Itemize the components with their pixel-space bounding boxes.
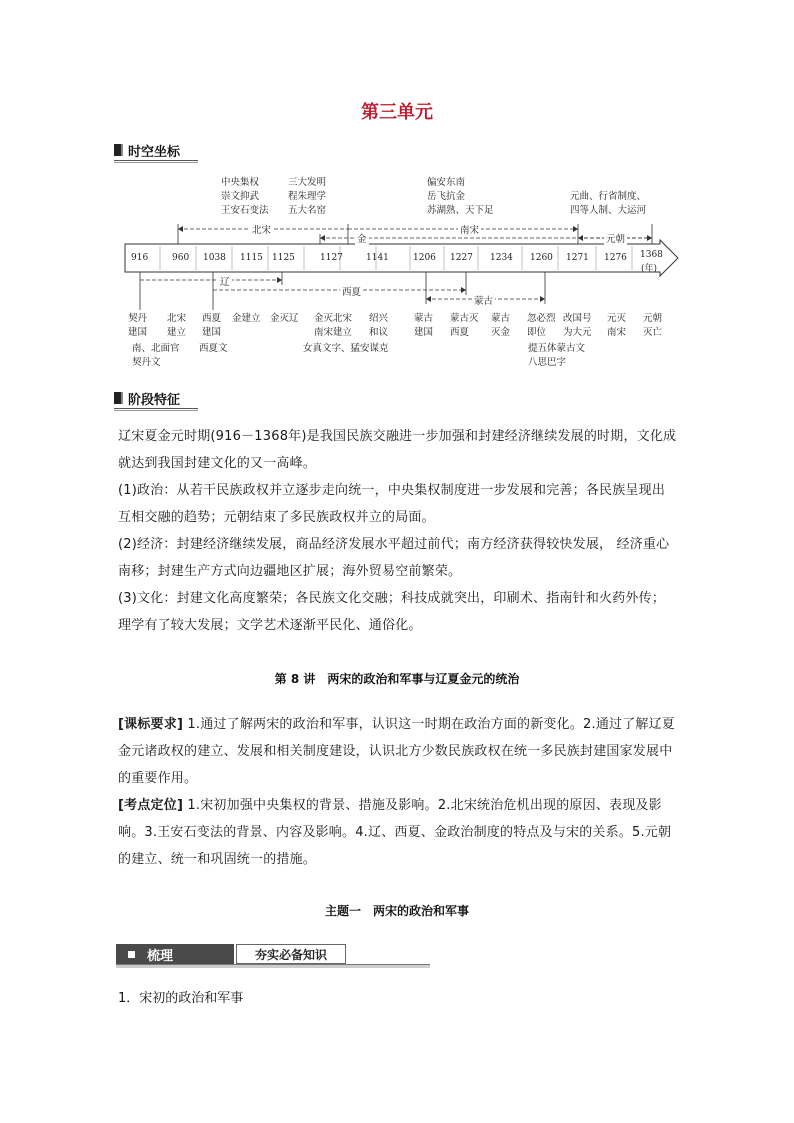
event-hubilie: 忽必烈 即位	[527, 313, 556, 338]
year-label: 1271	[566, 253, 589, 263]
year-label: 1127	[320, 253, 343, 263]
note-jin-culture: 女真文字、猛安谋克	[303, 343, 389, 354]
requirements-label: [课标要求]	[118, 717, 184, 732]
note-xixia-culture: 西夏文	[199, 343, 228, 354]
event-yuan-nansong: 元灭 南宋	[607, 313, 627, 338]
timeline-note-north-song: 中央集权 崇文抑武 王安石变法	[221, 177, 269, 216]
unit-title: 第三单元	[361, 102, 433, 123]
square-icon	[128, 951, 135, 958]
year-label: 1276	[604, 253, 627, 263]
event-jin-mie-beisong: 金灭北宋 南宋建立	[314, 313, 353, 338]
event-shaoxing: 绍兴 和议	[369, 313, 389, 338]
exam-points-label: [考点定位]	[118, 798, 184, 813]
section-label: 时空坐标	[128, 144, 181, 160]
features-intro: 辽宋夏金元时期(916－1368年)是我国民族交融进一步加强和封建经济继续发展的时期，文化成就达到我国封建文化的又一高峰。	[118, 429, 677, 471]
shuli-light-box: 夯实必备知识	[236, 944, 346, 964]
requirements-block	[118, 711, 678, 792]
shuli-dark-box	[116, 944, 234, 964]
timeline-graphic	[0, 0, 794, 400]
year-label: 1368	[640, 250, 663, 260]
year-label: 1115	[240, 253, 263, 263]
event-menggu-jin: 蒙古 灭金	[491, 313, 511, 338]
shuli-label: 梳理	[147, 948, 174, 964]
event-jin: 金建立	[232, 313, 261, 324]
features-economy: (2)经济：封建经济继续发展，商品经济发展水平超过前代；南方经济获得较快发展， 经济重心南移；封建生产方式向边疆地区扩展；海外贸易空前繁荣。	[118, 537, 670, 579]
event-xixia: 西夏 建国	[202, 313, 222, 338]
note-yuan-culture: 提五体蒙古文 八思巴字	[528, 343, 586, 368]
year-label: 916	[131, 253, 149, 263]
event-dayuan: 改国号 为大元	[563, 313, 592, 338]
dynasty-nan-song: 南宋	[458, 222, 481, 236]
features-culture: (3)文化：封建文化高度繁荣；各民族文化交融；科技成就突出，印刷术、指南针和火药外传；理学有了较大发展；文学艺术逐渐平民化、通俗化。	[118, 591, 666, 633]
year-unit-label: (年)	[641, 264, 658, 274]
note-liao-culture: 南、北面官 契丹文	[132, 343, 180, 368]
section-label: 阶段特征	[128, 392, 181, 408]
exam-points-block	[118, 792, 678, 873]
dynasty-liao: 辽	[218, 274, 232, 288]
year-label: 1206	[413, 253, 436, 263]
year-label: 1260	[530, 253, 553, 263]
event-qidan: 契丹 建国	[128, 313, 148, 338]
dynasty-bei-song: 北宋	[250, 222, 273, 236]
timeline-note-yuan: 元曲、行省制度、 四等人制、大运河	[570, 191, 647, 216]
section-underline	[114, 408, 198, 411]
lecture-title: 第 8 讲 两宋的政治和军事与辽夏金元的统治	[274, 672, 520, 686]
dynasty-menggu: 蒙古	[472, 293, 495, 307]
dynasty-yuan: 元朝	[604, 231, 627, 245]
requirements-text: 1.通过了解两宋的政治和军事，认识这一时期在政治方面的新变化。2.通过了解辽夏金元诸政权的建立、发展和相关制度建设，认识北方少数民族政权在统一多民族封建国家发展中的重要作用。	[118, 717, 676, 786]
dynasty-xixia: 西夏	[340, 284, 363, 298]
timeline-note-culture: 三大发明 程朱理学 五大名窑	[288, 177, 327, 216]
section-tag-features	[114, 388, 198, 408]
year-label: 1234	[490, 253, 513, 263]
exam-points-text: 1.宋初加强中央集权的背景、措施及影响。2.北宋统治危机出现的原因、表现及影响。3.王安石变法的背景、内容及影响。4.辽、西夏、金政治制度的特点及与宋的关系。5.元朝的建立、统一和巩固统一的措施。	[118, 798, 672, 867]
dynasty-jin: 金	[355, 231, 369, 245]
item-heading: 1．宋初的政治和军事	[118, 991, 244, 1006]
year-label: 1125	[272, 253, 295, 263]
event-menggu: 蒙古 建国	[414, 313, 434, 338]
year-label: 1038	[203, 253, 226, 263]
shuli-underline	[116, 964, 430, 968]
section-marker-icon	[114, 392, 123, 404]
event-menggu-xixia: 蒙古灭 西夏	[450, 313, 479, 338]
timeline-note-south-song: 偏安东南 岳飞抗金 苏湖熟、天下足	[427, 177, 494, 216]
event-jin-mie-liao: 金灭辽	[270, 313, 299, 324]
event-beisong: 北宋 建立	[167, 313, 187, 338]
event-yuan-end: 元朝 灭亡	[643, 313, 663, 338]
features-politics: (1)政治：从若干民族政权并立逐步走向统一，中央集权制度进一步发展和完善；各民族呈现出互相交融的趋势；元朝结束了多民族政权并立的局面。	[118, 483, 666, 525]
topic-heading: 主题一 两宋的政治和军事	[324, 904, 469, 918]
shuli-banner	[116, 941, 430, 967]
year-label: 1141	[366, 253, 389, 263]
year-label: 960	[172, 253, 190, 263]
year-label: 1227	[450, 253, 473, 263]
